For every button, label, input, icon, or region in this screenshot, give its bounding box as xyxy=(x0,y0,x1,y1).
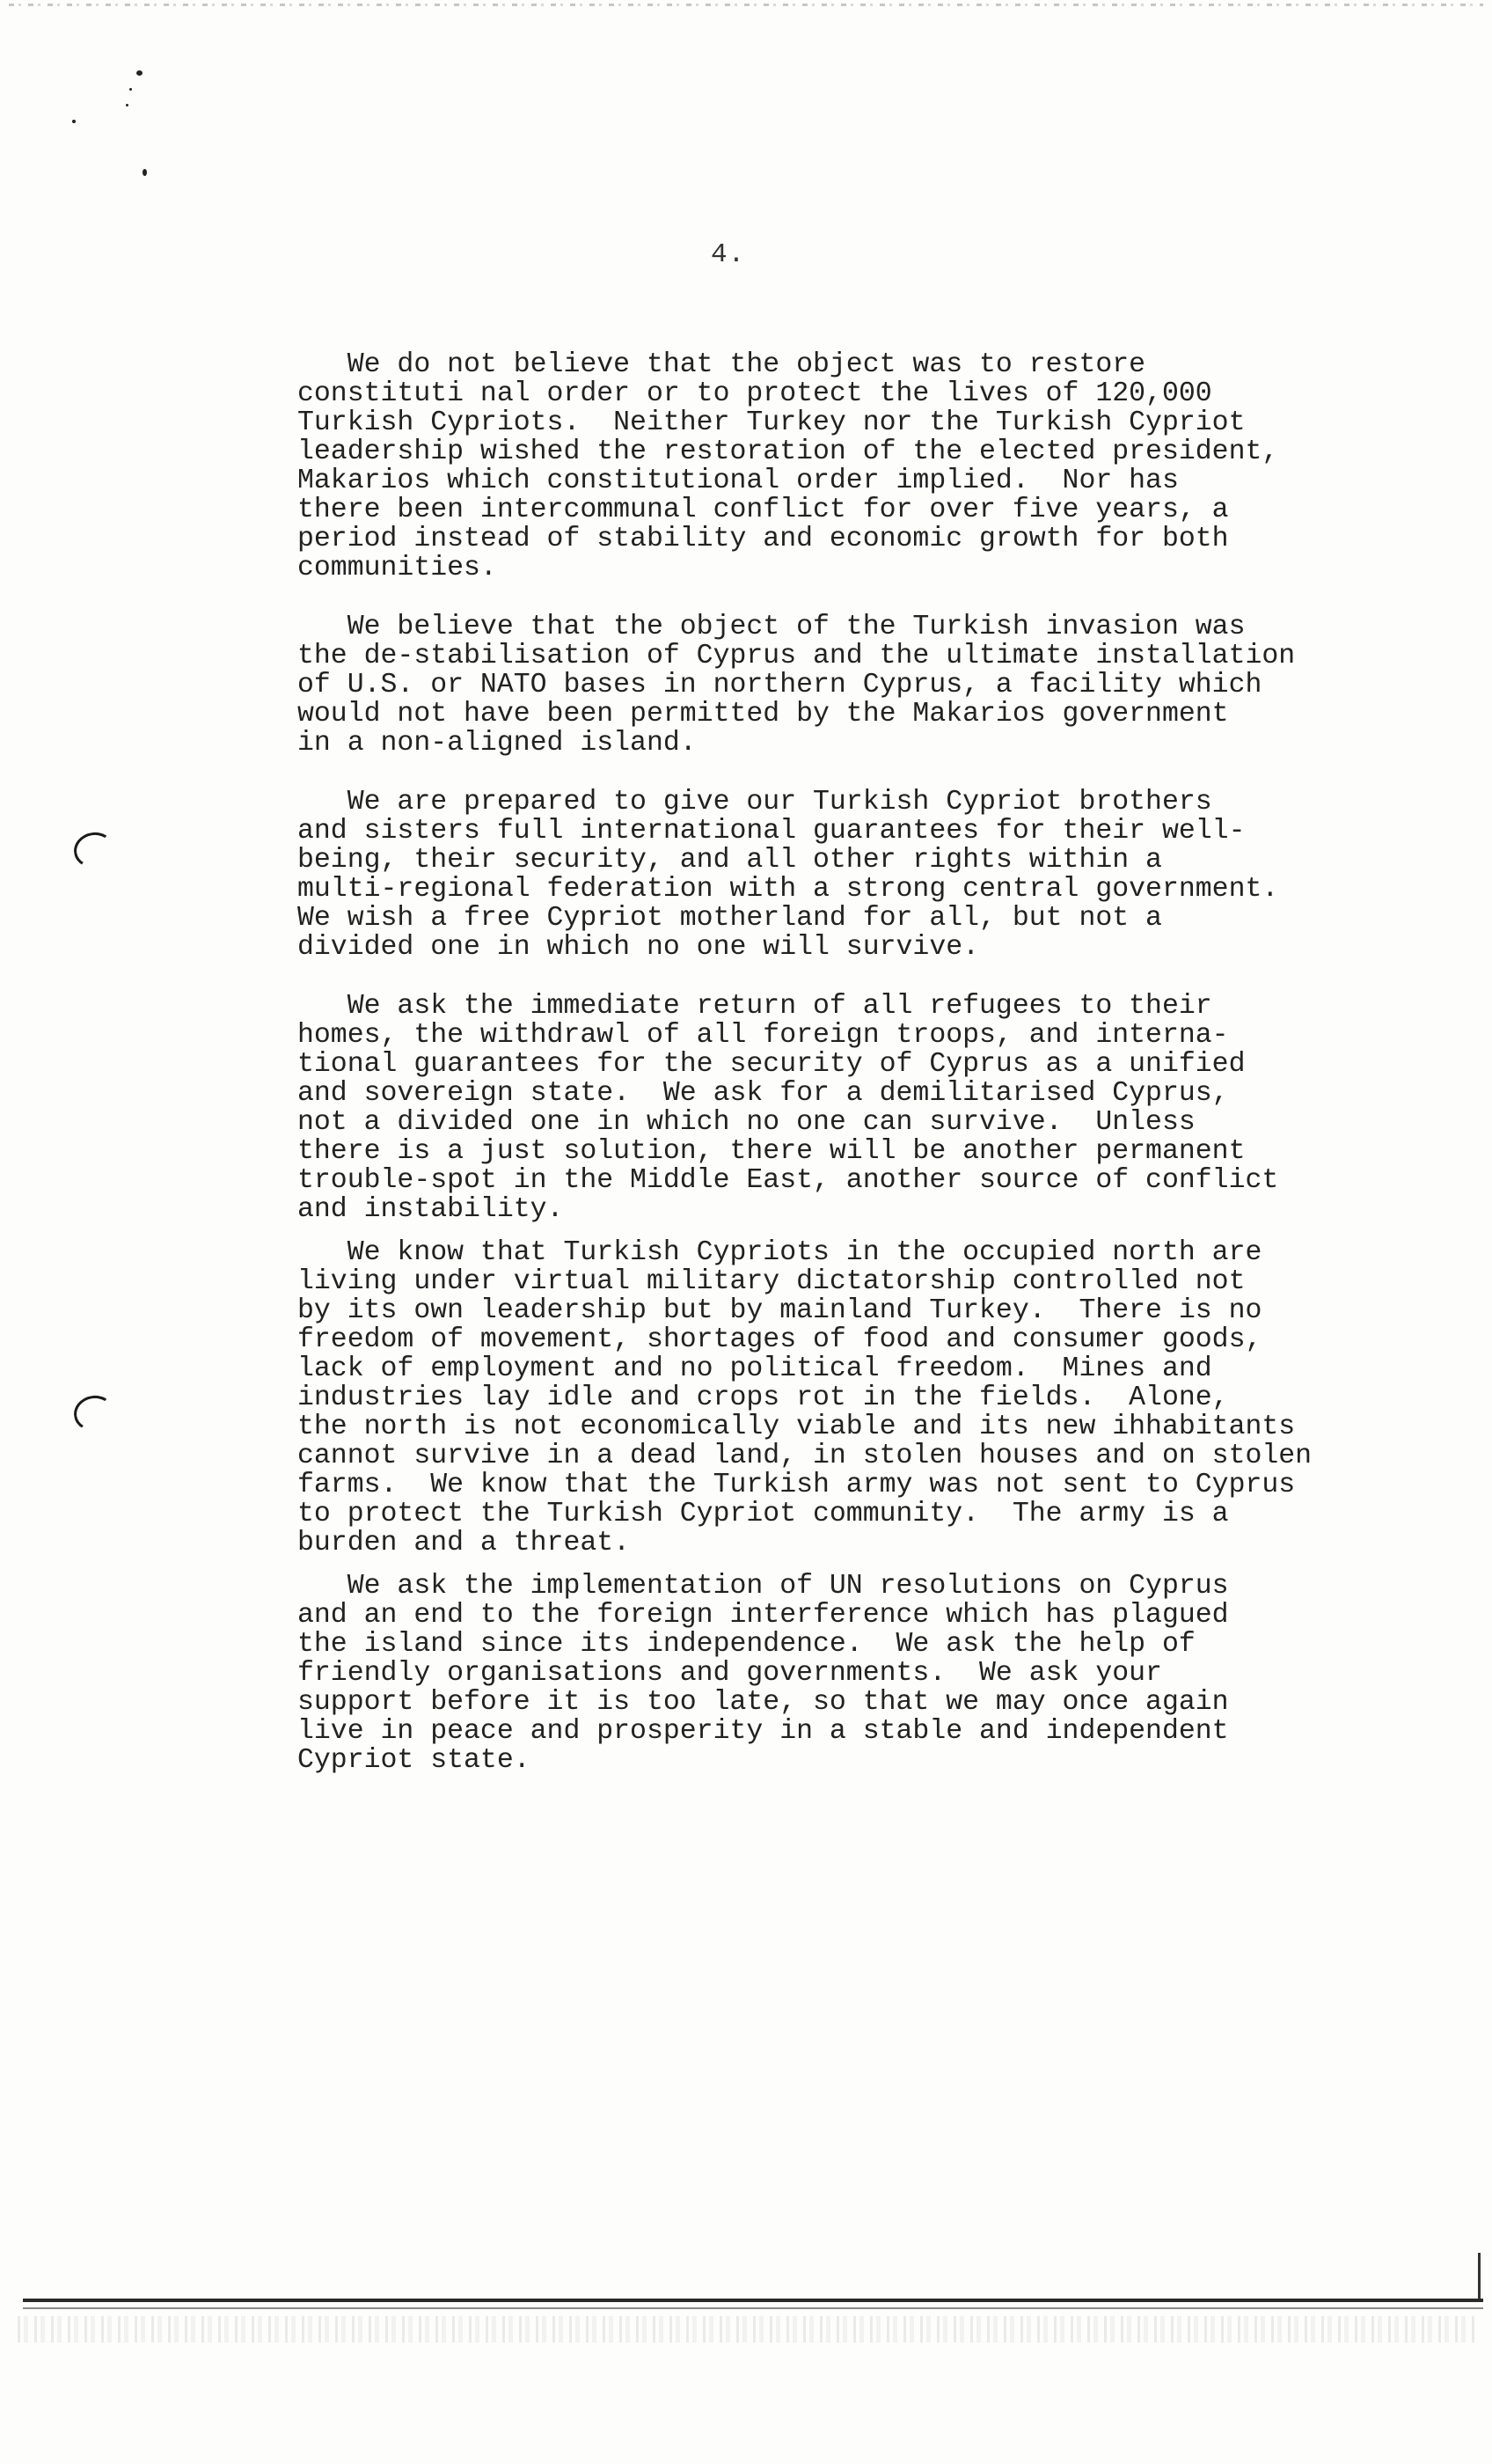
text-line: there been intercommunal conflict for over five years, a xyxy=(297,495,1229,525)
text-line: and sovereign state. We ask for a demilitarised Cyprus, xyxy=(297,1078,1229,1109)
paragraph-return-of-refugees xyxy=(297,992,1423,1224)
text-line: cannot survive in a dead land, in stolen houses and on stolen xyxy=(297,1441,1313,1471)
text-line: We do not believe that the object was to restore xyxy=(297,349,1146,380)
scan-top-edge xyxy=(9,4,1483,6)
paragraph-guarantees xyxy=(297,788,1423,962)
paragraph-un-resolutions xyxy=(297,1572,1423,1775)
text-line: farms. We know that the Turkish army was not sent to Cyprus xyxy=(297,1470,1296,1500)
text-line: We wish a free Cypriot motherland for all, but not a xyxy=(297,903,1162,934)
punch-hole-mark xyxy=(71,1392,117,1434)
text-line: the de-stabilisation of Cyprus and the ultimate installation xyxy=(297,641,1296,671)
text-line: We ask the immediate return of all refugees to their xyxy=(297,991,1212,1022)
text-line: industries lay idle and crops rot in the fields. Alone, xyxy=(297,1382,1229,1413)
paragraph-object-not-constitutional-order xyxy=(297,350,1423,583)
text-line: leadership wished the restoration of the elected president, xyxy=(297,436,1279,467)
text-line: We believe that the object of the Turkish invasion was xyxy=(297,612,1246,642)
page-number: 4. xyxy=(711,239,746,270)
ink-speck xyxy=(72,120,76,123)
text-line: and an end to the foreign interference which has plagued xyxy=(297,1600,1229,1631)
text-line: burden and a threat. xyxy=(297,1528,631,1558)
text-line: by its own leadership but by mainland Turkey. There is no xyxy=(297,1295,1262,1326)
text-line: Makarios which constitutional order implied. Nor has xyxy=(297,466,1179,496)
text-line: We ask the implementation of UN resolutions on Cyprus xyxy=(297,1571,1229,1602)
text-line: homes, the withdrawl of all foreign troops, and interna- xyxy=(297,1020,1229,1051)
scan-edge-mark xyxy=(1478,2253,1481,2300)
text-line: in a non-aligned island. xyxy=(297,728,697,759)
text-line: Cypriot state. xyxy=(297,1745,530,1776)
text-line: multi-regional federation with a strong central government. xyxy=(297,874,1279,905)
text-line: and sisters full international guarantees for their well- xyxy=(297,816,1246,847)
text-line: communities. xyxy=(297,553,497,583)
bottom-rule-thin xyxy=(23,2307,1483,2309)
ink-speck xyxy=(143,169,147,176)
paragraph-object-of-invasion xyxy=(297,612,1423,758)
text-line: constituti nal order or to protect the lives of 120,000 xyxy=(297,378,1212,409)
ink-speck xyxy=(136,70,143,76)
bottom-rule xyxy=(23,2299,1483,2302)
text-line: being, their security, and all other rights within a xyxy=(297,845,1162,876)
scan-bottom-noise xyxy=(18,2316,1478,2343)
text-line: not a divided one in which no one can survive. Unless xyxy=(297,1107,1196,1138)
text-line: trouble-spot in the Middle East, another source of conflict xyxy=(297,1165,1279,1196)
text-line: to protect the Turkish Cypriot community. The army is a xyxy=(297,1499,1229,1529)
text-line: We know that Turkish Cypriots in the occupied north are xyxy=(297,1237,1262,1268)
text-line: the island since its independence. We ask the help of xyxy=(297,1629,1196,1660)
text-line: friendly organisations and governments. We ask your xyxy=(297,1658,1162,1689)
ink-speck xyxy=(126,104,128,106)
text-line: living under virtual military dictatorship controlled not xyxy=(297,1266,1246,1297)
text-line: tional guarantees for the security of Cyprus as a unified xyxy=(297,1049,1246,1080)
punch-hole-mark xyxy=(71,829,117,870)
letter-body xyxy=(297,350,1423,1775)
text-line: We are prepared to give our Turkish Cypriot brothers xyxy=(297,787,1212,818)
text-line: and instability. xyxy=(297,1194,564,1225)
ink-speck xyxy=(129,88,132,91)
text-line: there is a just solution, there will be another permanent xyxy=(297,1136,1246,1167)
text-line: Turkish Cypriots. Neither Turkey nor the Turkish Cypriot xyxy=(297,407,1246,438)
text-line: the north is not economically viable and its new ihhabitants xyxy=(297,1412,1296,1442)
text-line: period instead of stability and economic growth for both xyxy=(297,524,1229,554)
text-line: support before it is too late, so that we may once again xyxy=(297,1687,1229,1718)
paragraph-occupied-north xyxy=(297,1238,1423,1558)
text-line: freedom of movement, shortages of food and consumer goods, xyxy=(297,1324,1262,1355)
text-line: of U.S. or NATO bases in northern Cyprus, a facility which xyxy=(297,670,1262,700)
text-line: would not have been permitted by the Makarios government xyxy=(297,699,1229,730)
text-line: divided one in which no one will survive. xyxy=(297,932,980,963)
text-line: live in peace and prosperity in a stable and independent xyxy=(297,1716,1229,1747)
text-line: lack of employment and no political freedom. Mines and xyxy=(297,1353,1212,1384)
